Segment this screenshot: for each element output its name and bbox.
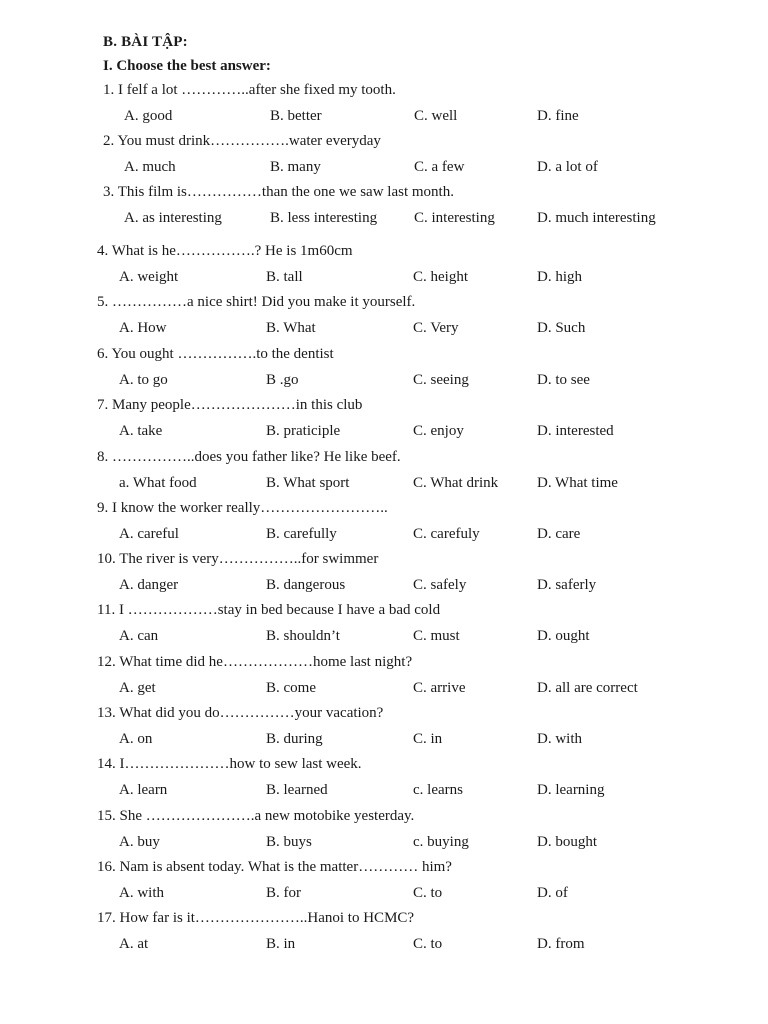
question-text: 14. I…………………how to sew last week. xyxy=(97,756,362,772)
answer-option: A. can xyxy=(119,628,159,644)
answer-option: A. buy xyxy=(119,834,160,850)
answer-option: D. with xyxy=(537,731,582,747)
answer-option: C. enjoy xyxy=(413,423,464,439)
answer-option: B. learned xyxy=(266,782,328,798)
question-text: 17. How far is it…………………..Hanoi to HCMC? xyxy=(97,910,415,926)
question-text: 11. I ………………stay in bed because I have a bad cold xyxy=(97,602,441,618)
question-text: 16. Nam is absent today. What is the matter………… him? xyxy=(97,859,452,875)
answer-option: D. What time xyxy=(537,475,618,491)
answer-option: C. in xyxy=(413,731,443,747)
answer-option: C. Very xyxy=(413,320,459,336)
answer-option: B. come xyxy=(266,680,316,696)
question-text: 3. This film is……………than the one we saw last month. xyxy=(103,184,454,200)
answer-option: B. What sport xyxy=(266,475,350,491)
answer-option: C. well xyxy=(414,108,458,124)
answer-option: C. a few xyxy=(414,159,465,175)
question-text: 5. ……………a nice shirt! Did you make it yourself. xyxy=(97,294,416,310)
question-text: 8. ……………..does you father like? He like beef. xyxy=(97,449,401,465)
answer-option: B. praticiple xyxy=(266,423,341,439)
answer-option: D. Such xyxy=(537,320,586,336)
answer-option: B. shouldn’t xyxy=(266,628,340,644)
answer-option: c. buying xyxy=(413,834,469,850)
answer-option: A. much xyxy=(124,159,176,175)
answer-option: B. for xyxy=(266,885,301,901)
answer-option: C. arrive xyxy=(413,680,466,696)
answer-option: A. to go xyxy=(119,372,168,388)
answer-option: B. dangerous xyxy=(266,577,346,593)
answer-option: B. tall xyxy=(266,269,303,285)
answer-option: A. How xyxy=(119,320,167,336)
question-text: 10. The river is very……………..for swimmer xyxy=(97,551,379,567)
answer-option: B. during xyxy=(266,731,323,747)
answer-option: A. good xyxy=(124,108,173,124)
answer-option: D. interested xyxy=(537,423,614,439)
answer-option: D. a lot of xyxy=(537,159,598,175)
answer-option: C. to xyxy=(413,936,443,952)
answer-option: C. safely xyxy=(413,577,467,593)
question-text: 6. You ought …………….to the dentist xyxy=(97,346,334,362)
answer-option: C. What drink xyxy=(413,475,499,491)
answer-option: B. many xyxy=(270,159,321,175)
question-text: 4. What is he…………….? He is 1m60cm xyxy=(97,243,353,259)
answer-option: a. What food xyxy=(119,475,197,491)
section-title: B. BÀI TẬP: xyxy=(103,34,188,50)
answer-option: A. weight xyxy=(119,269,179,285)
answer-option: B. carefully xyxy=(266,526,337,542)
answer-option: A. learn xyxy=(119,782,168,798)
answer-option: C. height xyxy=(413,269,468,285)
answer-option: B. less interesting xyxy=(270,210,378,226)
answer-option: A. danger xyxy=(119,577,179,593)
answer-option: D. bought xyxy=(537,834,597,850)
answer-option: c. learns xyxy=(413,782,463,798)
answer-option: B. buys xyxy=(266,834,312,850)
answer-option: A. get xyxy=(119,680,156,696)
answer-option: D. to see xyxy=(537,372,590,388)
answer-option: D. saferly xyxy=(537,577,597,593)
question-text: 7. Many people…………………in this club xyxy=(97,397,363,413)
question-text: 13. What did you do……………your vacation? xyxy=(97,705,384,721)
answer-option: D. care xyxy=(537,526,581,542)
question-text: 12. What time did he………………home last night? xyxy=(97,654,413,670)
question-text: 1. I felf a lot …………..after she fixed my tooth. xyxy=(103,82,396,98)
answer-option: B. better xyxy=(270,108,322,124)
answer-option: C. to xyxy=(413,885,443,901)
answer-option: A. careful xyxy=(119,526,179,542)
answer-option: C. interesting xyxy=(414,210,495,226)
answer-option: C. must xyxy=(413,628,460,644)
answer-option: D. fine xyxy=(537,108,579,124)
answer-option: D. much interesting xyxy=(537,210,656,226)
answer-option: C. carefuly xyxy=(413,526,480,542)
answer-option: B. in xyxy=(266,936,296,952)
answer-option: A. at xyxy=(119,936,149,952)
answer-option: D. ought xyxy=(537,628,590,644)
answer-option: B .go xyxy=(266,372,299,388)
answer-option: D. all are correct xyxy=(537,680,638,696)
question-text: 2. You must drink…………….water everyday xyxy=(103,133,381,149)
answer-option: A. with xyxy=(119,885,164,901)
part-title: I. Choose the best answer: xyxy=(103,58,271,74)
answer-option: D. learning xyxy=(537,782,605,798)
answer-option: D. of xyxy=(537,885,568,901)
question-text: 15. She ………………….a new motobike yesterday. xyxy=(97,808,415,824)
answer-option: A. as interesting xyxy=(124,210,222,226)
answer-option: D. high xyxy=(537,269,582,285)
answer-option: A. take xyxy=(119,423,163,439)
question-text: 9. I know the worker really…………………….. xyxy=(97,500,388,516)
answer-option: D. from xyxy=(537,936,585,952)
answer-option: C. seeing xyxy=(413,372,469,388)
answer-option: B. What xyxy=(266,320,316,336)
answer-option: A. on xyxy=(119,731,153,747)
